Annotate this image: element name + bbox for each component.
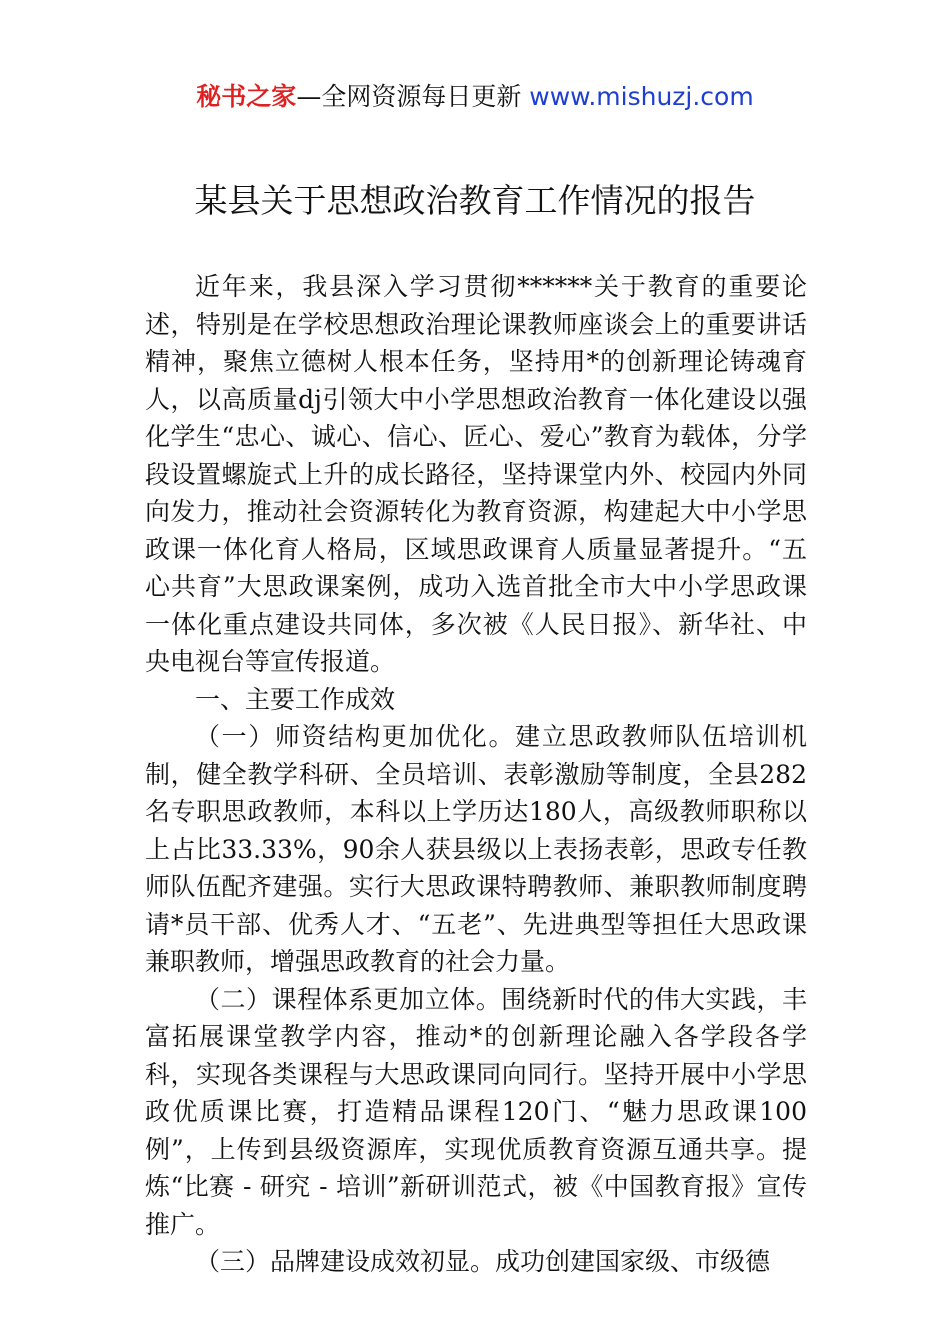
body-paragraph: （三）品牌建设成效初显。成功创建国家级、市级德	[195, 1247, 771, 1276]
document-title: 某县关于思想政治教育工作情况的报告	[194, 181, 756, 220]
body-paragraph: （一）师资结构更加优化。建立思政教师队伍培训机制，健全教学科研、全员培训、表彰激励等制度，全县282名专职思政教师，本科以上学历达180人，高级教师职称以上占比33.33%，90余人获县级以上表扬表彰，思政专任教师队伍配齐建强。实行大思政课特聘教师、兼职教师制度聘请*员干部、优秀人才、“五老”、先进典型等担任大思政课兼职教师，增强思政教育的社会力量。	[145, 722, 807, 976]
header-tagline: —全网资源每日更新	[296, 82, 522, 111]
section-heading: 一、主要工作成效	[195, 684, 396, 714]
brand-name: 秘书之家	[196, 82, 297, 111]
site-header	[0, 80, 950, 114]
site-link[interactable]: www.mishuzj.com	[529, 82, 754, 111]
body-paragraph: （二）课程体系更加立体。围绕新时代的伟大实践，丰富拓展课堂教学内容，推动*的创新理论融入各学段各学科，实现各类课程与大思政课同向同行。坚持开展中小学思政优质课比赛，打造精品课程120门、“魅力思政课100例”，上传到县级资源库，实现优质教育资源互通共享。提炼“比赛 - 研究 - 培训”新研训范式，被《中国教育报》宣传推广。	[145, 984, 807, 1239]
document-body	[145, 268, 807, 1281]
intro-paragraph: 近年来，我县深入学习贯彻******关于教育的重要论述，特别是在学校思想政治理论课教师座谈会上的重要讲话精神，聚焦立德树人根本任务，坚持用*的创新理论铸魂育人，以高质量dj引领大中小学思想政治教育一体化建设以强化学生“忠心、诚心、信心、匠心、爱心”教育为载体，分学段设置螺旋式上升的成长路径，坚持课堂内外、校园内外同向发力，推动社会资源转化为教育资源，构建起大中小学思政课一体化育人格局，区域思政课育人质量显著提升。“五心共育”大思政课案例，成功入选首批全市大中小学思政课一体化重点建设共同体，多次被《人民日报》、新华社、中央电视台等宣传报道。	[145, 272, 807, 676]
